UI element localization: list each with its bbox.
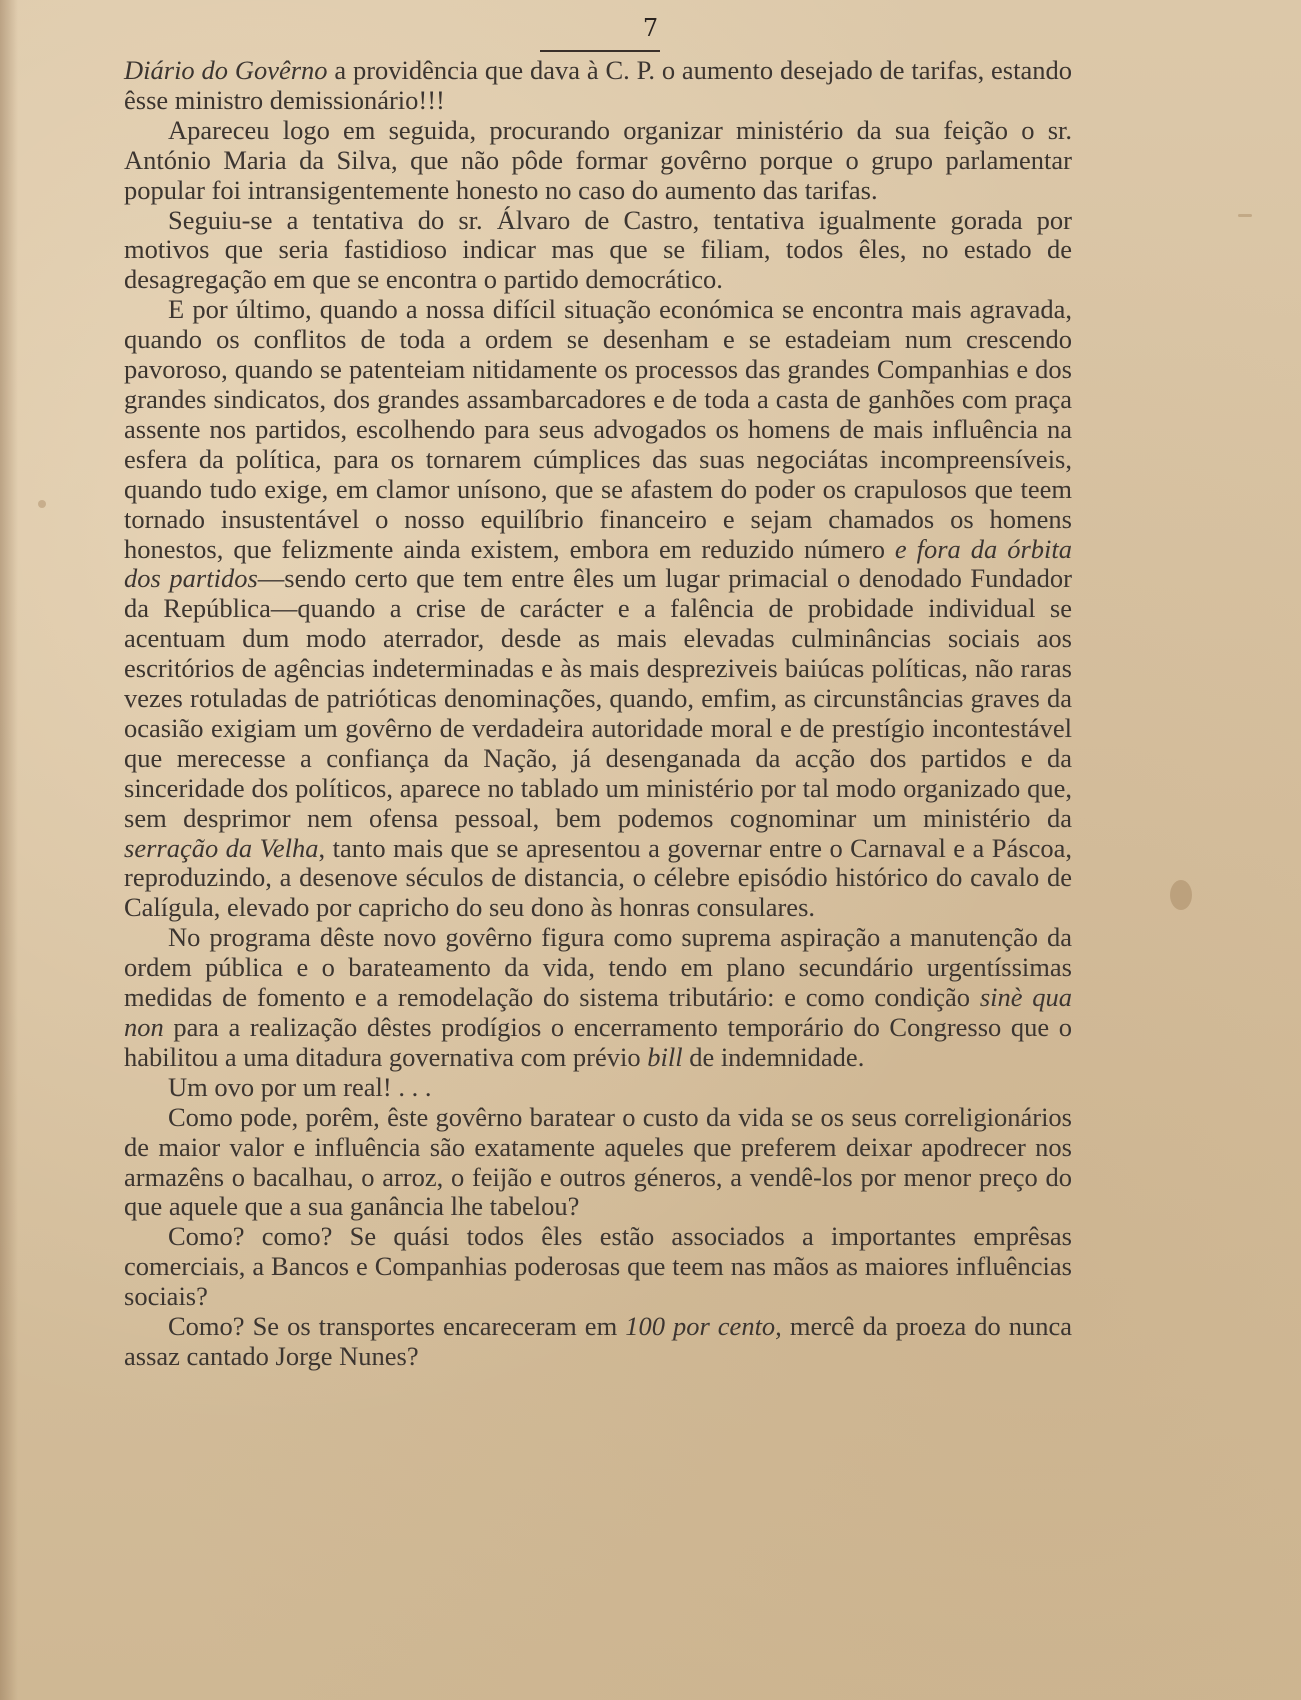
text-run: E por último, quando a nossa difícil situação económica se encontra mais agravada, quando os conflitos de toda a ordem se desenham e se estadeiam num crescendo pavoroso, quando se patenteiam nitidamente os processos das grandes Companhias e dos grandes sindicatos, dos grandes assambarcadores e de toda a casta de ganhões com praça assente nos partidos, escolhendo para seus advogados os homens de mais influência na esfera da política, para os tornarem cúmplices das suas negociátas incompreensíveis, quando tudo exige, em clamor unísono, que se afastem do poder os crapulosos que teem tornado insustentável o nosso equilíbrio financeiro e sejam chamados os homens honestos, que felizmente ainda existem, embora em reduzido número — [124, 294, 1072, 564]
text-run: de indemnidade. — [682, 1041, 865, 1072]
body-text — [124, 56, 1072, 1372]
paper-stain — [1238, 214, 1252, 217]
page-number: 7 — [642, 14, 659, 42]
italic-text: Diário do Govêrno — [124, 55, 328, 85]
paragraph — [124, 1312, 1072, 1372]
paragraph — [124, 295, 1072, 923]
text-run: Como? Se os transportes encareceram em — [168, 1311, 626, 1342]
paragraph — [124, 206, 1072, 296]
italic-text: e fora da órbita dos partidos — [124, 533, 1072, 594]
italic-text: bill — [647, 1041, 683, 1072]
text-run: mercê da proeza do nunca assaz cantado Jorge Nunes? — [124, 1311, 1073, 1371]
italic-text: serração da Velha — [124, 832, 319, 863]
italic-text: sinè qua non — [124, 982, 1073, 1042]
text-run: Como? como? Se quási todos êles estão associados a importantes emprêsas comerciais, a Bancos e Companhias poderosas que teem nas mãos as maiores influências sociais? — [124, 1221, 1072, 1312]
paragraph — [124, 923, 1072, 1073]
paragraph — [124, 1073, 1072, 1103]
page-number-rule — [540, 50, 660, 52]
text-run: Seguiu-se a tentativa do sr. Álvaro de Castro, tentativa igualmente gorada por motivos que seria fastidioso indicar mas que se filiam, todos êles, no estado de desagregação em que se encontra o partido democrático. — [124, 204, 1072, 295]
text-run: a providência que dava à C. P. o aumento desejado de tarifas, estando êsse ministro demissionário!!! — [124, 55, 1072, 115]
paragraph — [124, 1103, 1072, 1223]
paragraph — [124, 56, 1072, 116]
text-run: Um ovo por um real! . . . — [168, 1071, 432, 1102]
paragraph — [124, 116, 1072, 206]
text-run: —sendo certo que tem entre êles um lugar primacial o denodado Fundador da República—quando a crise de carácter e a falência de probidade individual se acentuam dum modo aterrador, desde as mais elevadas culminâncias sociais aos escritórios de agências indeterminadas e às mais despreziveis baiúcas políticas, não raras vezes rotuladas de patrióticas denominações, quando, emfim, as circunstâncias graves da ocasião exigiam um govêrno de verdadeira autoridade moral e de prestígio incontestável que merecesse a confiança da Nação, já desenganada da acção dos partidos e da sinceridade dos políticos, aparece no tablado um ministério por tal modo organizado que, sem desprimor nem ofensa pessoal, bem podemos cognominar um ministério da — [124, 563, 1072, 833]
page-edge-shadow — [0, 0, 18, 1700]
text-run: No programa dêste novo govêrno figura como suprema aspiração a manutenção da ordem pública e o barateamento da vida, tendo em plano secundário urgentíssimas medidas de fomento e a remodelação do sistema tributário: e como condição — [124, 922, 1072, 1013]
paper-stain — [1170, 880, 1192, 910]
text-run: para a realização dêstes prodígios o encerramento temporário do Congresso que o habilitou a uma ditadura governativa com prévio — [124, 1012, 1072, 1072]
italic-text: 100 por cento, — [625, 1311, 782, 1342]
text-run: Como pode, porêm, êste govêrno baratear o custo da vida se os seus correligionários de maior valor e influência são exatamente aqueles que preferem deixar apodrecer nos armazêns o bacalhau, o arroz, o feijão e outros géneros, a vendê-los por menor preço do que aquele que a sua ganância lhe tabelou? — [124, 1101, 1072, 1222]
text-run: , tanto mais que se apresentou a governar entre o Carnaval e a Páscoa, reproduzindo, a desenove séculos de distancia, o célebre episódio histórico do cavalo de Calígula, elevado por capricho do seu dono às honras consulares. — [124, 832, 1072, 923]
text-run: Apareceu logo em seguida, procurando organizar ministério da sua feição o sr. António Maria da Silva, que não pôde formar govêrno porque o grupo parlamentar popular foi intransigentemente honesto no caso do aumento das tarifas. — [124, 114, 1072, 205]
paragraph — [124, 1222, 1072, 1312]
paper-stain — [38, 500, 46, 508]
